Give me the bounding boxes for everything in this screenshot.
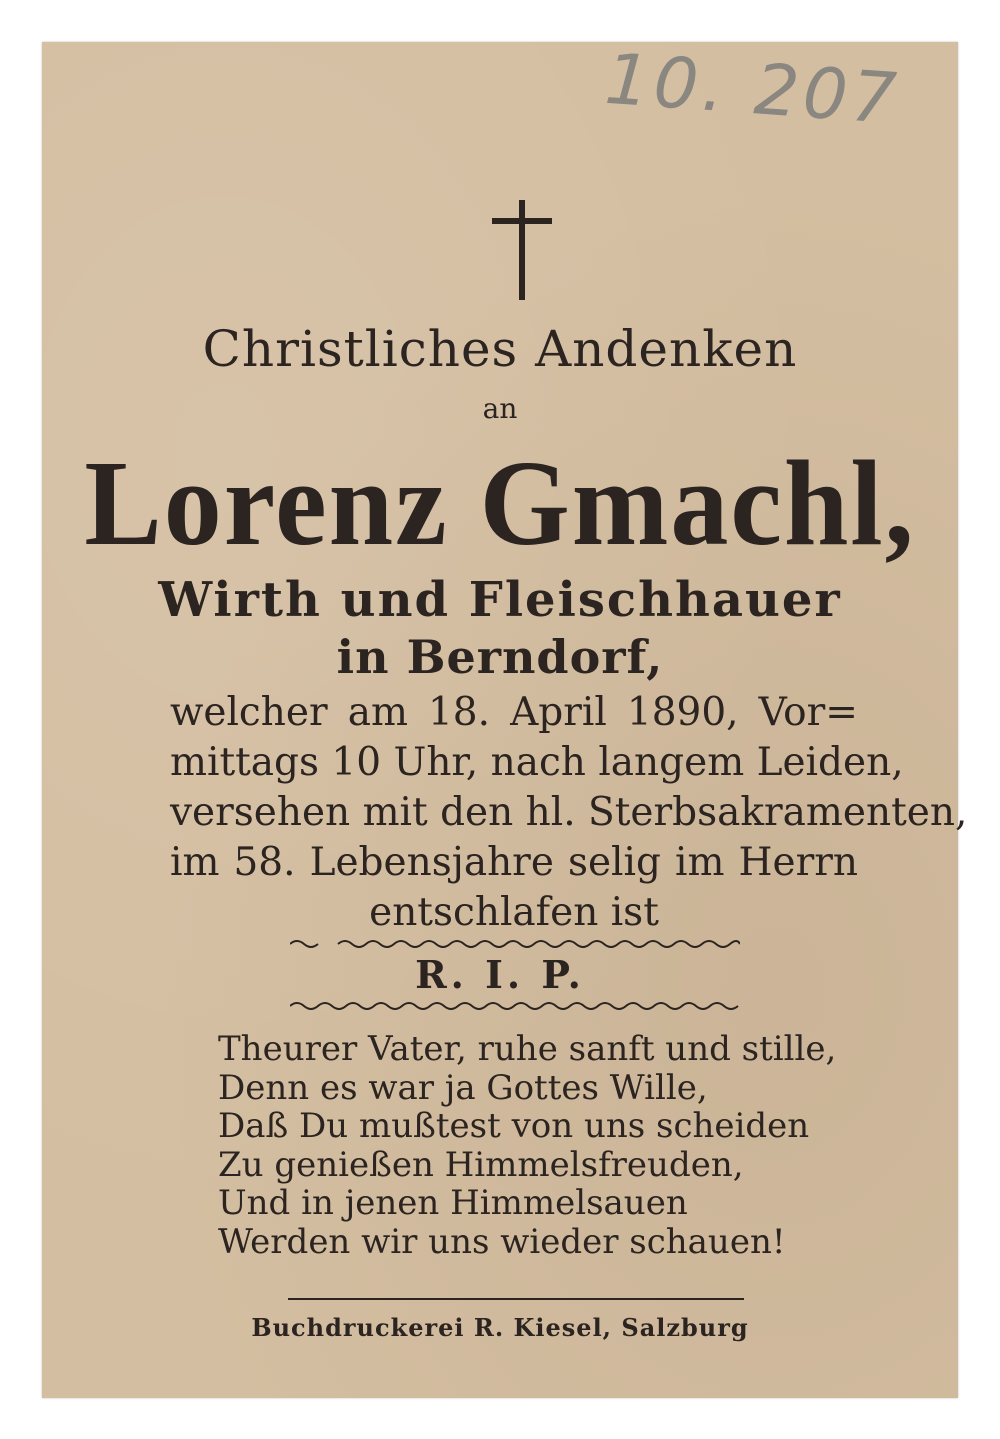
- deceased-name: Lorenz Gmachl,: [84, 436, 916, 572]
- death-notice-line: im 58. Lebensjahre selig im Herrn: [170, 840, 858, 885]
- ornamental-wave-divider-top: [290, 934, 740, 954]
- death-notice-line: versehen mit den hl. Sterbsakramenten,: [170, 790, 968, 835]
- death-notice-line: mittags 10 Uhr, nach langem Leiden,: [170, 740, 904, 785]
- poem-line: Werden wir uns wieder schauen!: [218, 1221, 786, 1262]
- poem-line: Theurer Vater, ruhe sanft und stille,: [218, 1029, 837, 1069]
- poem-line: Daß Du mußtest von uns scheiden: [218, 1106, 810, 1146]
- card-title: Christliches Andenken: [202, 320, 798, 378]
- cross-icon: [492, 200, 552, 300]
- divider-rule: [288, 1298, 744, 1300]
- rip-heading: R. I. P.: [415, 952, 585, 997]
- ornamental-wave-divider-bottom: [290, 996, 740, 1016]
- dedication-word: an: [482, 392, 518, 425]
- death-notice-line: welcher am 18. April 1890, Vor=: [170, 690, 858, 735]
- memorial-poem: [218, 1030, 836, 1261]
- deceased-place: in Berndorf,: [336, 630, 664, 684]
- deceased-occupation: Wirth und Fleischhauer: [158, 572, 842, 628]
- printer-imprint: Buchdruckerei R. Kiesel, Salzburg: [251, 1313, 749, 1342]
- poem-line: Und in jenen Himmelsauen: [218, 1183, 688, 1223]
- death-notice-line: entschlafen ist: [369, 890, 659, 935]
- poem-line: Denn es war ja Gottes Wille,: [218, 1067, 708, 1108]
- handwritten-inventory-number: 10. 207: [602, 37, 903, 141]
- death-notice-text: [170, 688, 968, 938]
- poem-line: Zu genießen Himmelsfreuden,: [218, 1144, 744, 1185]
